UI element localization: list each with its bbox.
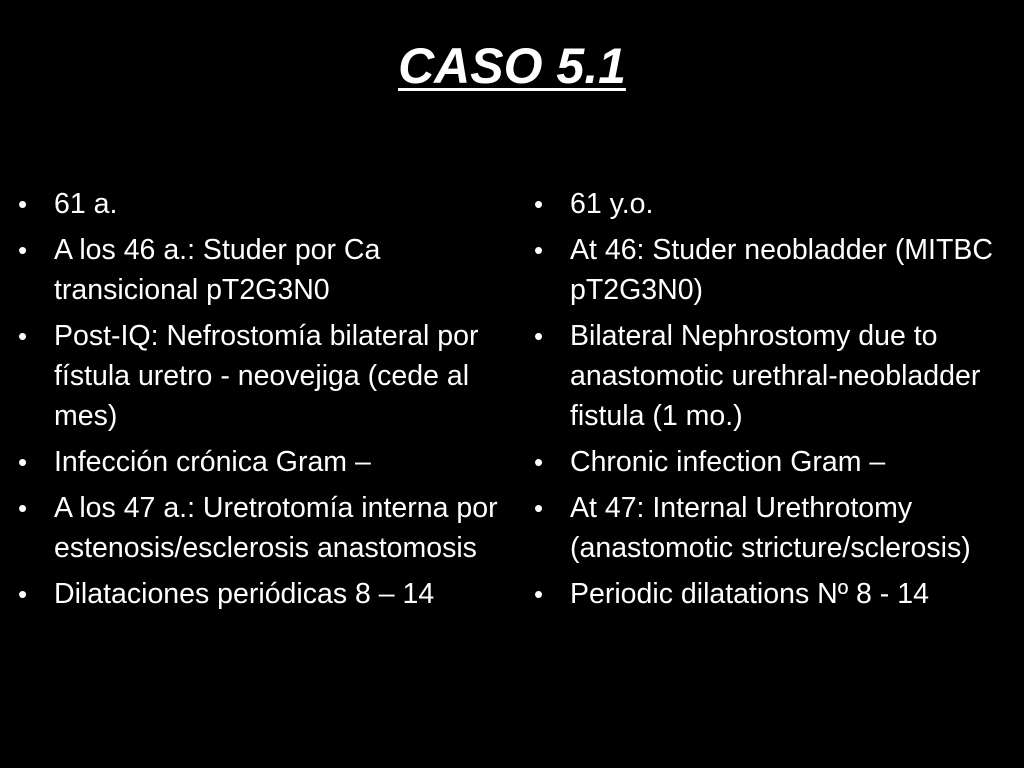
bullet-text: 61 a. — [54, 188, 118, 220]
bullet-text: Chronic infection Gram – — [570, 446, 886, 478]
bullet-icon: • — [534, 189, 544, 219]
bullet-text: 61 y.o. — [570, 188, 654, 220]
english-bullet-list — [530, 184, 1020, 620]
slide-title: CASO 5.1 — [398, 38, 626, 94]
bullet-icon: • — [18, 189, 28, 219]
bullet-text: A los 46 a.: Studer por Ca transicional pT2G3N0 — [54, 234, 381, 306]
bullet-item — [14, 442, 514, 482]
bullet-text: Infección crónica Gram – — [54, 446, 371, 478]
bullet-item — [14, 574, 514, 614]
bullet-item — [530, 184, 1020, 224]
bullet-text: Dilataciones periódicas 8 – 14 — [54, 578, 435, 610]
bullet-item — [14, 316, 514, 436]
bullet-text: A los 47 a.: Uretrotomía interna por estenosis/esclerosis anastomosis — [54, 492, 498, 564]
bullet-text: Periodic dilatations Nº 8 - 14 — [570, 578, 929, 610]
bullet-item — [14, 184, 514, 224]
bullet-icon: • — [18, 493, 28, 523]
bullet-icon: • — [534, 321, 544, 351]
bullet-icon: • — [18, 447, 28, 477]
bullet-item — [530, 316, 1020, 436]
bullet-text: Bilateral Nephrostomy due to anastomotic urethral-neobladder fistula (1 mo.) — [570, 320, 981, 432]
bullet-item — [530, 488, 1020, 568]
bullet-icon: • — [18, 321, 28, 351]
bullet-text: At 46: Studer neobladder (MITBC pT2G3N0) — [570, 234, 993, 306]
bullet-icon: • — [534, 579, 544, 609]
bullet-item — [530, 230, 1020, 310]
bullet-icon: • — [534, 493, 544, 523]
bullet-icon: • — [534, 447, 544, 477]
bullet-item — [530, 442, 1020, 482]
bullet-text: Post-IQ: Nefrostomía bilateral por fístula uretro - neovejiga (cede al mes) — [54, 320, 479, 432]
bullet-text: At 47: Internal Urethrotomy (anastomotic stricture/sclerosis) — [570, 492, 971, 564]
spanish-bullet-list — [14, 184, 514, 620]
bullet-icon: • — [18, 235, 28, 265]
bullet-item — [530, 574, 1020, 614]
bullet-item — [14, 488, 514, 568]
bullet-icon: • — [18, 579, 28, 609]
bullet-item — [14, 230, 514, 310]
bullet-icon: • — [534, 235, 544, 265]
